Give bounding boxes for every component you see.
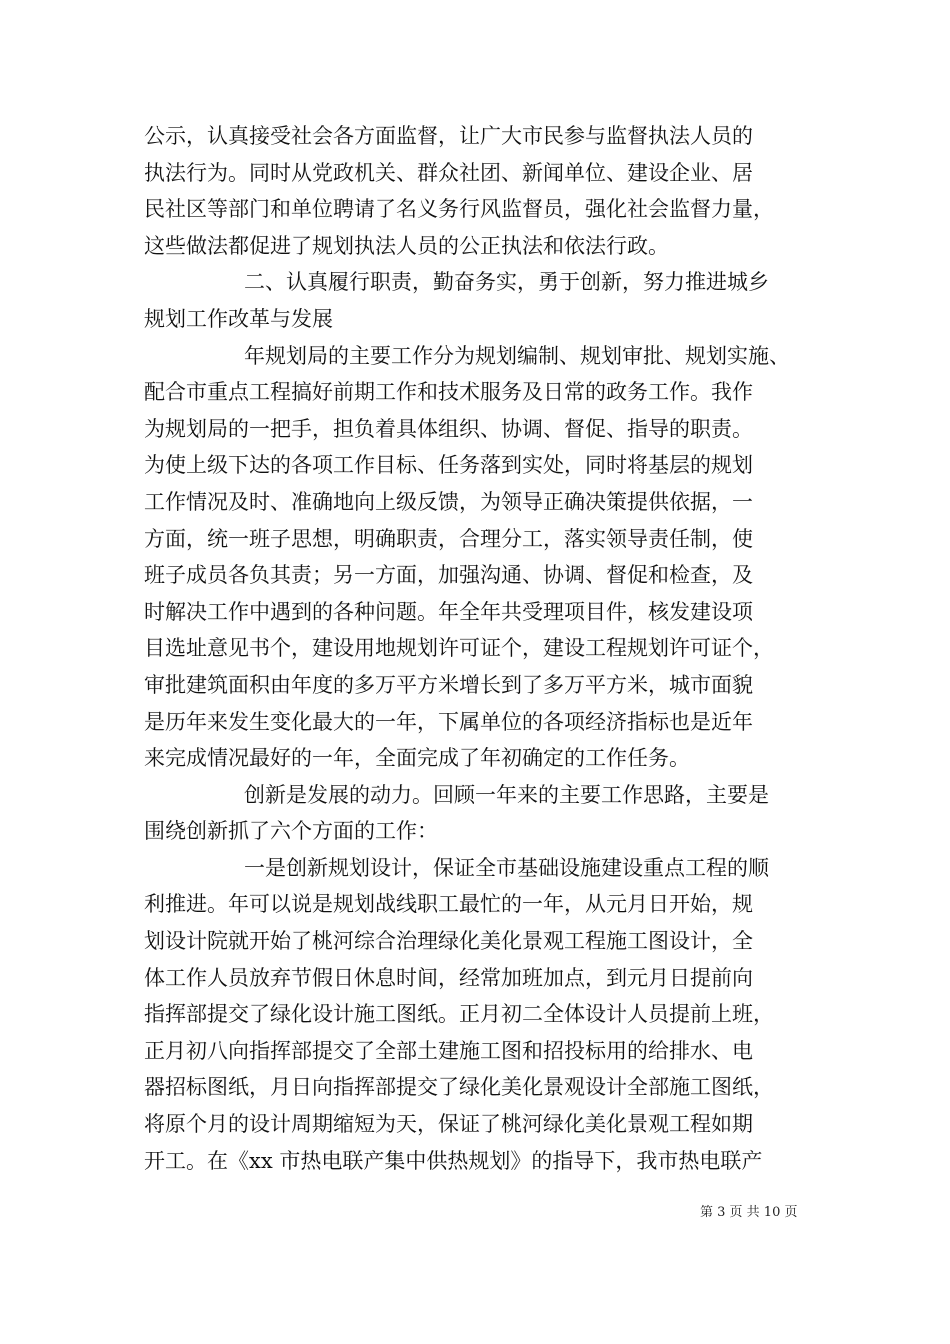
body-line: 方面，统一班子思想，明确职责，合理分工，落实领导责任制，使 <box>144 526 753 551</box>
body-line: 执法行为。同时从党政机关、群众社团、新闻单位、建设企业、居 <box>144 160 753 185</box>
body-line: 指挥部提交了绿化设计施工图纸。正月初二全体设计人员提前上班， <box>144 1002 774 1027</box>
body-line: 这些做法都促进了规划执法人员的公正执法和依法行政。 <box>144 233 669 258</box>
body-line: 为规划局的一把手，担负着具体组织、协调、督促、指导的职责。 <box>144 416 753 441</box>
page-number: 第 3 页 共 10 页 <box>700 1205 798 1220</box>
body-line: 工作情况及时、准确地向上级反馈，为领导正确决策提供依据，一 <box>144 489 753 514</box>
body-line: 划设计院就开始了桃河综合治理绿化美化景观工程施工图设计，全 <box>144 929 753 954</box>
body-line: 目选址意见书个，建设用地规划许可证个，建设工程规划许可证个， <box>144 636 774 661</box>
body-line: 正月初八向指挥部提交了全部土建施工图和招投标用的给排水、电 <box>144 1038 753 1063</box>
body-line: 创新是发展的动力。回顾一年来的主要工作思路，主要是 <box>244 782 769 807</box>
body-line: 民社区等部门和单位聘请了名义务行风监督员，强化社会监督力量， <box>144 197 774 222</box>
body-line: 体工作人员放弃节假日休息时间，经常加班加点，到元月日提前向 <box>144 965 753 990</box>
body-line: 围绕创新抓了六个方面的工作： <box>144 819 438 844</box>
body-line: 一是创新规划设计，保证全市基础设施建设重点工程的顺 <box>244 855 769 880</box>
body-line: 时解决工作中遇到的各种问题。年全年共受理项目件，核发建设项 <box>144 599 753 624</box>
document-body <box>144 118 808 1179</box>
body-line: 班子成员各负其责；另一方面，加强沟通、协调、督促和检查，及 <box>144 563 753 588</box>
body-line: 审批建筑面积由年度的多万平方米增长到了多万平方米，城市面貌 <box>144 672 753 697</box>
body-line: 为使上级下达的各项工作目标、任务落到实处，同时将基层的规划 <box>144 453 753 478</box>
body-line: 是历年来发生变化最大的一年，下属单位的各项经济指标也是近年 <box>144 709 753 734</box>
body-line: 器招标图纸，月日向指挥部提交了绿化美化景观设计全部施工图纸， <box>144 1075 774 1100</box>
body-line: 利推进。年可以说是规划战线职工最忙的一年，从元月日开始，规 <box>144 892 753 917</box>
body-line: 来完成情况最好的一年，全面完成了年初确定的工作任务。 <box>144 746 690 771</box>
body-line: 配合市重点工程搞好前期工作和技术服务及日常的政务工作。我作 <box>144 380 753 405</box>
body-line: 将原个月的设计周期缩短为天，保证了桃河绿化美化景观工程如期 <box>144 1112 753 1137</box>
body-line: 开工。在《xx 市热电联产集中供热规划》的指导下，我市热电联产 <box>144 1148 763 1173</box>
section-heading-line: 规划工作改革与发展 <box>144 306 333 331</box>
body-line: 年规划局的主要工作分为规划编制、规划审批、规划实施、 <box>244 343 790 368</box>
section-heading-line: 二、认真履行职责，勤奋务实，勇于创新，努力推进城乡 <box>244 270 769 295</box>
body-line: 公示，认真接受社会各方面监督，让广大市民参与监督执法人员的 <box>144 124 753 148</box>
